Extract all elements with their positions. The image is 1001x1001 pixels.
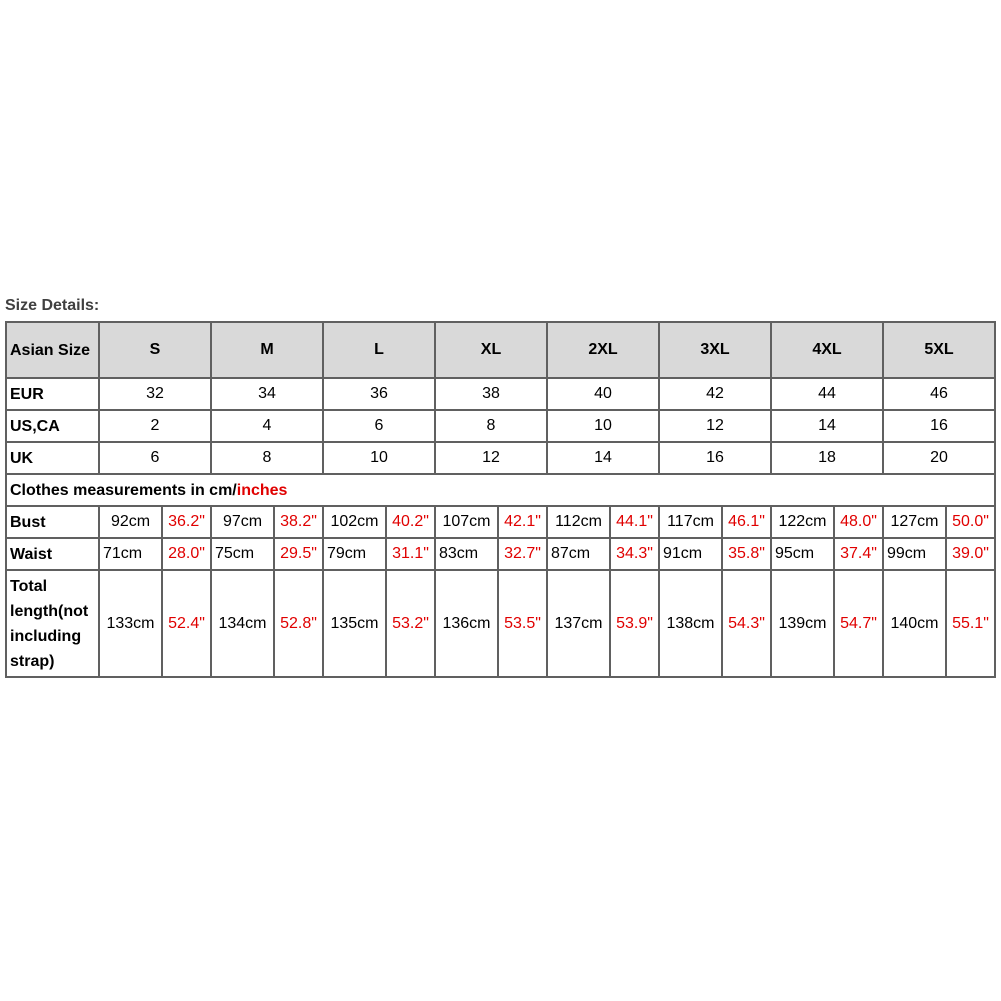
inch-value-cell: 53.5" — [498, 570, 547, 677]
inch-value-cell: 34.3" — [610, 538, 659, 570]
inch-value-cell: 44.1" — [610, 506, 659, 538]
inch-value-cell: 53.2" — [386, 570, 435, 677]
size-header: M — [211, 322, 323, 378]
size-value-cell: 40 — [547, 378, 659, 410]
page-title: Size Details: — [5, 297, 100, 314]
cm-value-cell: 87cm — [547, 538, 610, 570]
size-value-cell: 42 — [659, 378, 771, 410]
inch-value-cell: 54.7" — [834, 570, 883, 677]
inch-value-cell: 28.0" — [162, 538, 211, 570]
size-value-cell: 18 — [771, 442, 883, 474]
table-row — [6, 378, 995, 410]
cm-value-cell: 134cm — [211, 570, 274, 677]
cm-value-cell: 83cm — [435, 538, 498, 570]
size-header: 4XL — [771, 322, 883, 378]
table-row — [6, 570, 995, 677]
table-row — [6, 538, 995, 570]
cm-value-cell: 79cm — [323, 538, 386, 570]
size-value-cell: 46 — [883, 378, 995, 410]
section-highlight: inches — [236, 481, 288, 499]
cm-value-cell: 133cm — [99, 570, 162, 677]
inch-value-cell: 55.1" — [946, 570, 995, 677]
cm-value-cell: 102cm — [323, 506, 386, 538]
row-label: Waist — [6, 538, 99, 570]
inch-value-cell: 42.1" — [498, 506, 547, 538]
inch-value-cell: 48.0" — [834, 506, 883, 538]
cm-value-cell: 140cm — [883, 570, 946, 677]
size-value-cell: 12 — [659, 410, 771, 442]
inch-value-cell: 50.0" — [946, 506, 995, 538]
cm-value-cell: 135cm — [323, 570, 386, 677]
size-value-cell: 6 — [99, 442, 211, 474]
cm-value-cell: 127cm — [883, 506, 946, 538]
row-label: UK — [6, 442, 99, 474]
size-header: S — [99, 322, 211, 378]
cm-value-cell: 122cm — [771, 506, 834, 538]
table-row — [6, 442, 995, 474]
size-value-cell: 44 — [771, 378, 883, 410]
table-row — [6, 506, 995, 538]
size-header: 2XL — [547, 322, 659, 378]
row-label: Total length(not including strap) — [6, 570, 99, 677]
size-value-cell: 12 — [435, 442, 547, 474]
inch-value-cell: 31.1" — [386, 538, 435, 570]
inch-value-cell: 37.4" — [834, 538, 883, 570]
inch-value-cell: 52.4" — [162, 570, 211, 677]
size-value-cell: 32 — [99, 378, 211, 410]
size-value-cell: 8 — [211, 442, 323, 474]
cm-value-cell: 99cm — [883, 538, 946, 570]
cm-value-cell: 95cm — [771, 538, 834, 570]
section-row — [6, 474, 995, 506]
size-value-cell: 36 — [323, 378, 435, 410]
size-value-cell: 38 — [435, 378, 547, 410]
inch-value-cell: 29.5" — [274, 538, 323, 570]
size-value-cell: 16 — [659, 442, 771, 474]
row-label: US,CA — [6, 410, 99, 442]
section-heading — [6, 474, 995, 506]
size-value-cell: 16 — [883, 410, 995, 442]
cm-value-cell: 71cm — [99, 538, 162, 570]
inch-value-cell: 54.3" — [722, 570, 771, 677]
cm-value-cell: 137cm — [547, 570, 610, 677]
size-header: L — [323, 322, 435, 378]
inch-value-cell: 38.2" — [274, 506, 323, 538]
cm-value-cell: 97cm — [211, 506, 274, 538]
cm-value-cell: 91cm — [659, 538, 722, 570]
size-value-cell: 6 — [323, 410, 435, 442]
size-value-cell: 4 — [211, 410, 323, 442]
cm-value-cell: 92cm — [99, 506, 162, 538]
size-value-cell: 20 — [883, 442, 995, 474]
cm-value-cell: 139cm — [771, 570, 834, 677]
cm-value-cell: 117cm — [659, 506, 722, 538]
inch-value-cell: 53.9" — [610, 570, 659, 677]
header-label: Asian Size — [6, 322, 99, 378]
inch-value-cell: 40.2" — [386, 506, 435, 538]
size-value-cell: 14 — [771, 410, 883, 442]
inch-value-cell: 32.7" — [498, 538, 547, 570]
size-value-cell: 10 — [547, 410, 659, 442]
header-row — [6, 322, 995, 378]
size-chart-table — [5, 321, 996, 678]
size-header: 5XL — [883, 322, 995, 378]
size-value-cell: 14 — [547, 442, 659, 474]
size-header: 3XL — [659, 322, 771, 378]
size-value-cell: 8 — [435, 410, 547, 442]
inch-value-cell: 35.8" — [722, 538, 771, 570]
section-text: Clothes measurements in cm/ — [10, 481, 237, 499]
size-header: XL — [435, 322, 547, 378]
inch-value-cell: 36.2" — [162, 506, 211, 538]
size-value-cell: 10 — [323, 442, 435, 474]
inch-value-cell: 46.1" — [722, 506, 771, 538]
cm-value-cell: 112cm — [547, 506, 610, 538]
row-label: EUR — [6, 378, 99, 410]
row-label: Bust — [6, 506, 99, 538]
inch-value-cell: 39.0" — [946, 538, 995, 570]
inch-value-cell: 52.8" — [274, 570, 323, 677]
cm-value-cell: 136cm — [435, 570, 498, 677]
size-value-cell: 2 — [99, 410, 211, 442]
cm-value-cell: 75cm — [211, 538, 274, 570]
table-row — [6, 410, 995, 442]
cm-value-cell: 138cm — [659, 570, 722, 677]
size-value-cell: 34 — [211, 378, 323, 410]
cm-value-cell: 107cm — [435, 506, 498, 538]
